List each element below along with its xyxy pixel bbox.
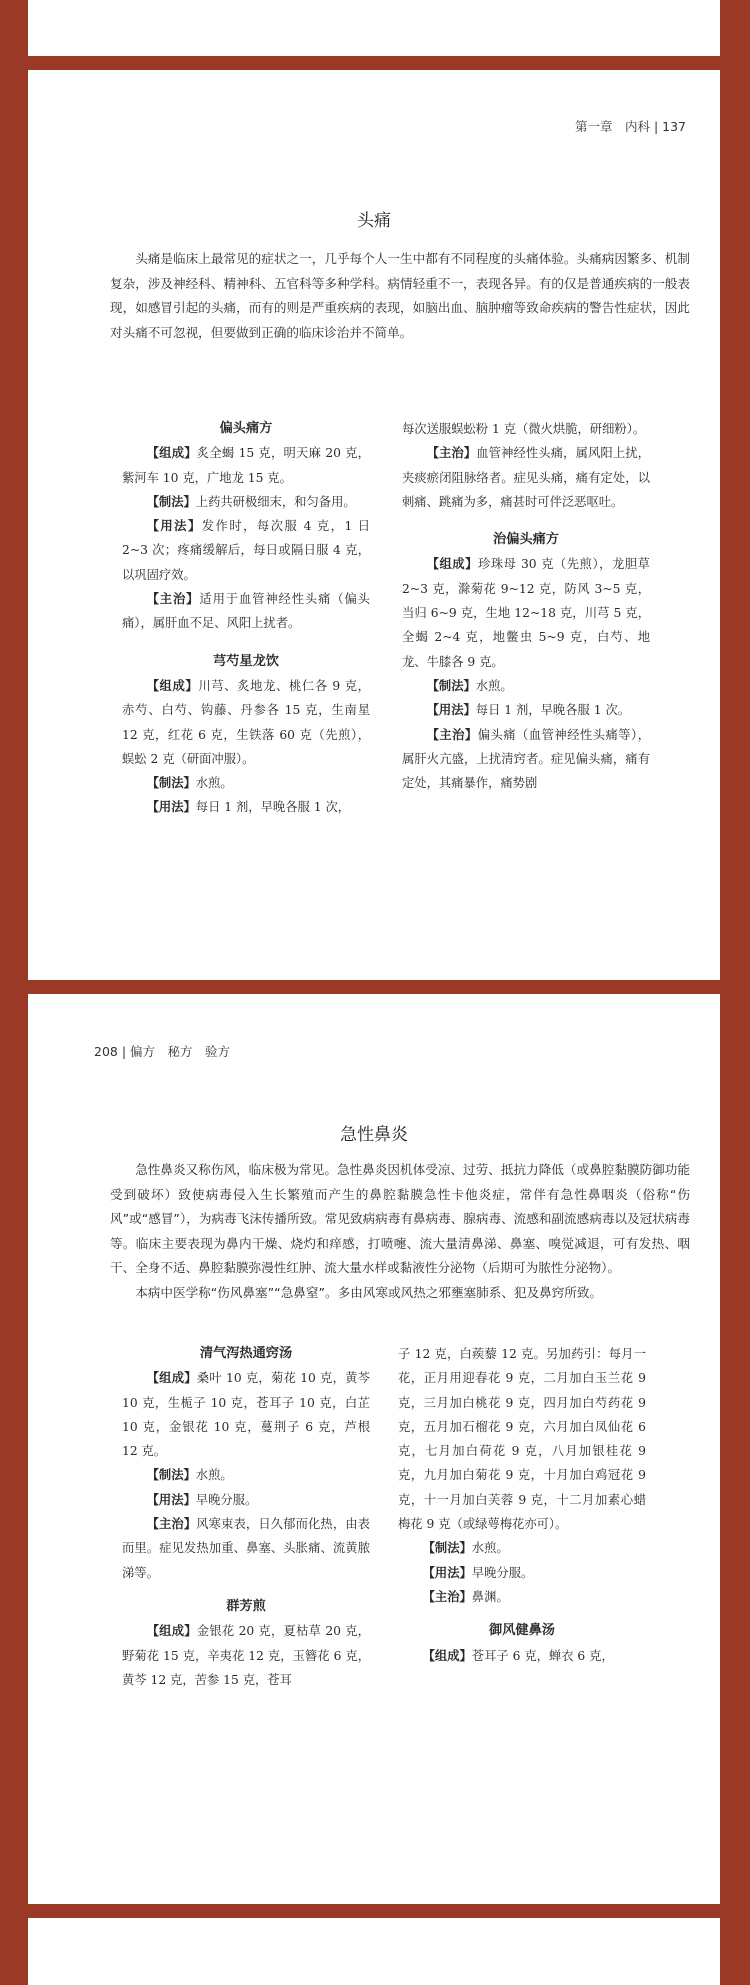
recipe-title: 芎芍星龙饮: [213, 653, 279, 669]
recipe-indication: 【主治】风寒束表，日久郁而化热，由表而里。症见发热加重、鼻塞、头胀痛、流黄脓涕等。: [122, 1517, 370, 1580]
label-zhuzhi: 【主治】: [422, 1589, 472, 1604]
previous-page-fragment: [28, 0, 720, 56]
label-yongfa: 【用法】: [146, 1492, 196, 1507]
recipe-indication: 【主治】鼻渊。: [422, 1589, 509, 1604]
label-zucheng: 【组成】: [426, 557, 478, 572]
recipe-usage: 【用法】早晚分服。: [422, 1565, 534, 1580]
recipe-title: 群芳煎: [226, 1598, 266, 1614]
recipe-title: 偏头痛方: [219, 421, 273, 436]
left-column: [122, 1342, 370, 1692]
section-title: 头痛: [357, 211, 391, 231]
label-zucheng: 【组成】: [146, 446, 197, 461]
recipe-title: 治偏头痛方: [493, 532, 559, 548]
recipe-title: 清气泻热通窍汤: [199, 1346, 293, 1361]
recipe-title: 御风健鼻汤: [489, 1623, 555, 1639]
label-zhuzhi: 【主治】: [146, 592, 200, 607]
right-column: [402, 417, 650, 795]
label-zhuzhi: 【主治】: [146, 1517, 197, 1532]
recipe-preparation: 【制法】水煎。: [426, 678, 513, 693]
section-title: 急性鼻炎: [340, 1125, 408, 1145]
label-zhifa: 【制法】: [146, 776, 196, 791]
intro-text: [110, 247, 690, 345]
recipe-preparation: 【制法】上药共研极细末，和匀备用。: [146, 494, 356, 509]
recipe-usage: 【用法】早晚分服。: [146, 1492, 258, 1507]
left-column: [122, 417, 370, 820]
label-zhifa: 【制法】: [146, 494, 196, 509]
recipe-ingredients: 【组成】炙全蝎 15 克，明天麻 20 克，紫河车 10 克，广地龙 15 克。: [122, 446, 370, 485]
label-yongfa: 【用法】: [426, 703, 476, 718]
right-column: [398, 1342, 646, 1668]
recipe-ingredients: 【组成】金银花 20 克，夏枯草 20 克，野菊花 15 克，辛夷花 12 克，玉簪花 6 克，黄芩 12 克，苦参 15 克，苍耳: [122, 1624, 370, 1687]
running-head: 208 | 偏方 秘方 验方: [94, 1044, 231, 1059]
recipe-preparation: 【制法】水煎。: [146, 776, 233, 791]
label-zhifa: 【制法】: [146, 1468, 196, 1483]
recipe-usage: 【用法】发作时，每次服 4 克，1 日 2~3 次；疼痛缓解后，每日或隔日服 4 克，以巩固疗效。: [122, 519, 370, 582]
recipe-ingredients: 【组成】苍耳子 6 克，蝉衣 6 克，: [422, 1648, 614, 1663]
recipe-usage: 【用法】每日 1 剂，早晚各服 1 次。: [426, 703, 631, 718]
label-zucheng: 【组成】: [146, 678, 199, 693]
intro-paragraph: 头痛是临床上最常见的症状之一，几乎每个人一生中都有不同程度的头痛体验。头痛病因繁多、机制复杂，涉及神经科、精神科、五官科等多种学科。病情轻重不一，表现各异。有的仅是普通疾病的一般表现，如感冒引起的头痛，而有的则是严重疾病的表现，如脑出血、脑肿瘤等致命疾病的警告性症状，因此对头痛不可忽视，但要做到正确的临床诊治并不简单。: [110, 251, 690, 340]
intro-text: [110, 1158, 690, 1305]
label-zucheng: 【组成】: [146, 1624, 197, 1639]
label-zhifa: 【制法】: [426, 678, 476, 693]
intro-paragraph: 本病中医学称“伤风鼻塞”“急鼻窒”。多由风寒或风热之邪壅塞肺系、犯及鼻窍所致。: [135, 1284, 603, 1300]
label-zucheng: 【组成】: [422, 1648, 472, 1663]
intro-paragraph: 急性鼻炎又称伤风，临床极为常见。急性鼻炎因机体受凉、过劳、抵抗力降低（或鼻腔黏膜防御功能受到破坏）致使病毒侵入生长繁殖而产生的鼻腔黏膜急性卡他炎症，常伴有急性鼻咽炎（俗称“伤风”或“感冒”），为病毒飞沫传播所致。常见致病病毒有鼻病毒、腺病毒、流感和副流感病毒以及冠状病毒等。临床主要表现为鼻内干燥、烧灼和痒感，打喷嚏、流大量清鼻涕、鼻塞、嗅觉减退，可有发热、咽干、全身不适、鼻腔黏膜弥漫性红肿、流大量水样或黏液性分泌物（后期可为脓性分泌物）。: [110, 1162, 690, 1275]
recipe-indication: 【主治】血管神经性头痛，属风阳上扰，夹痰瘀闭阻脉络者。症见头痛，痛有定处，以刺痛、跳痛为多，痛甚时可伴泛恶呕吐。: [402, 446, 650, 509]
label-yongfa: 【用法】: [146, 800, 196, 815]
recipe-preparation: 【制法】水煎。: [422, 1541, 509, 1556]
continued-text: 子 12 克，白蒺藜 12 克。另加药引：每月一花，正月用迎春花 9 克，二月加白玉兰花 9 克，三月加白桃花 9 克，四月加白芍药花 9 克，五月加石榴花 9 克，六月加白凤仙花 6 克，七月加白荷花 9 克，八月加银桂花 9 克，九月加白菊花 9 克，十月加白鸡冠花 9 克，十一月加白芙蓉 9 克，十二月加素心蜡梅花 9 克（或绿萼梅花亦可）。: [398, 1347, 646, 1532]
label-zhuzhi: 【主治】: [426, 446, 477, 461]
book-page-208: [28, 994, 720, 1904]
recipe-ingredients: 【组成】珍珠母 30 克（先煎），龙胆草 2~3 克，滁菊花 9~12 克，防风 3~5 克，当归 6~9 克，生地 12~18 克，川芎 5 克，全蝎 2~4 克，地鳖虫 5~9 克，白芍、地龙、牛膝各 9 克。: [402, 557, 650, 669]
recipe-ingredients: 【组成】桑叶 10 克，菊花 10 克，黄芩 10 克，生栀子 10 克，苍耳子 10 克，白芷 10 克，金银花 10 克，蔓荆子 6 克，芦根 12 克。: [122, 1371, 370, 1459]
recipe-indication: 【主治】偏头痛（血管神经性头痛等），属肝火亢盛，上扰清窍者。症见偏头痛，痛有定处，其痛暴作，痛势剧: [402, 727, 650, 791]
recipe-usage: 【用法】每日 1 剂，早晚各服 1 次，: [146, 800, 351, 815]
label-yongfa: 【用法】: [146, 519, 202, 534]
running-head: 第一章 内科 | 137: [574, 119, 686, 134]
continued-text: 每次送服蜈蚣粉 1 克（微火烘脆，研细粉）。: [402, 422, 646, 436]
recipe-ingredients: 【组成】川芎、炙地龙、桃仁各 9 克，赤芍、白芍、钩藤、丹参各 15 克，生南星 12 克，红花 6 克，生铁落 60 克（先煎），蜈蚣 2 克（研面冲服）。: [122, 678, 370, 766]
recipe-indication: 【主治】适用于血管神经性头痛（偏头痛），属肝血不足、风阳上扰者。: [122, 592, 370, 631]
label-zhifa: 【制法】: [422, 1541, 472, 1556]
label-yongfa: 【用法】: [422, 1565, 472, 1580]
book-page-137: [28, 70, 720, 980]
recipe-preparation: 【制法】水煎。: [146, 1468, 233, 1483]
next-page-fragment: [28, 1918, 720, 1985]
label-zucheng: 【组成】: [146, 1371, 197, 1386]
label-zhuzhi: 【主治】: [426, 727, 478, 742]
